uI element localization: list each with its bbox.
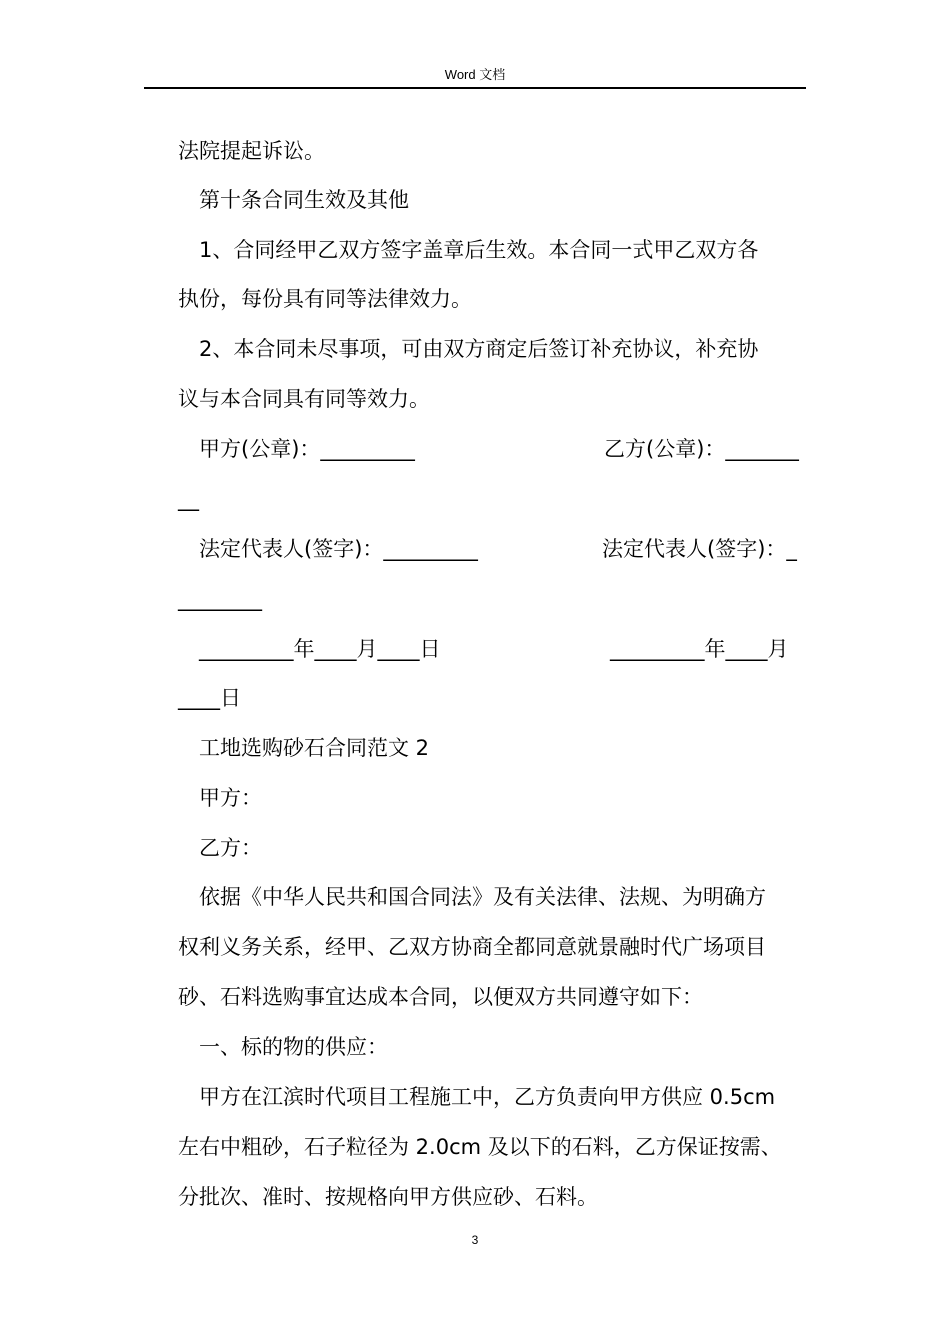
body-line: 议与本合同具有同等效力。 (178, 387, 430, 411)
rep-b-signature: 法定代表人(签字)：_ (602, 537, 797, 561)
date-b: _________年____月 (610, 637, 789, 661)
rep-b-signature-wrap: ________ (178, 587, 262, 611)
body-line: 法院提起诉讼。 (178, 139, 325, 163)
party-b-seal: 乙方(公章)：_______ (604, 437, 799, 461)
body-line: 左右中粗砂，石子粒径为 2.0cm 及以下的石料，乙方保证按需、 (178, 1135, 782, 1159)
body-line: 依据《中华人民共和国合同法》及有关法律、法规、为明确方 (199, 885, 766, 909)
party-a-label: 甲方： (199, 786, 262, 810)
contract-title: 工地选购砂石合同范文 2 (199, 736, 430, 760)
section-heading: 第十条合同生效及其他 (199, 188, 409, 212)
body-line: 砂、石料选购事宜达成本合同，以便双方共同遵守如下： (178, 985, 703, 1009)
page-header: Word 文档 (444, 67, 506, 82)
date-a: _________年____月____日 (199, 637, 441, 661)
party-b-label: 乙方： (199, 836, 262, 860)
body-line: 执份，每份具有同等法律效力。 (178, 287, 472, 311)
rep-a-signature: 法定代表人(签字)：_________ (199, 537, 478, 561)
body-line: 分批次、准时、按规格向甲方供应砂、石料。 (178, 1185, 598, 1209)
body-line: 权利义务关系，经甲、乙双方协商全都同意就景融时代广场项目 (178, 935, 766, 959)
body-line: 2、本合同未尽事项，可由双方商定后签订补充协议，补充协 (199, 337, 759, 361)
body-line: 甲方在江滨时代项目工程施工中，乙方负责向甲方供应 0.5cm (199, 1085, 776, 1109)
section-heading: 一、标的物的供应： (199, 1035, 388, 1059)
body-line: 1、合同经甲乙双方签字盖章后生效。本合同一式甲乙双方各 (199, 238, 759, 262)
header-rule (144, 87, 806, 89)
page-number: 3 (471, 1233, 479, 1247)
party-b-seal-wrap: __ (178, 487, 199, 511)
date-b-wrap: ____日 (178, 686, 241, 710)
party-a-seal: 甲方(公章)：_________ (199, 437, 415, 461)
